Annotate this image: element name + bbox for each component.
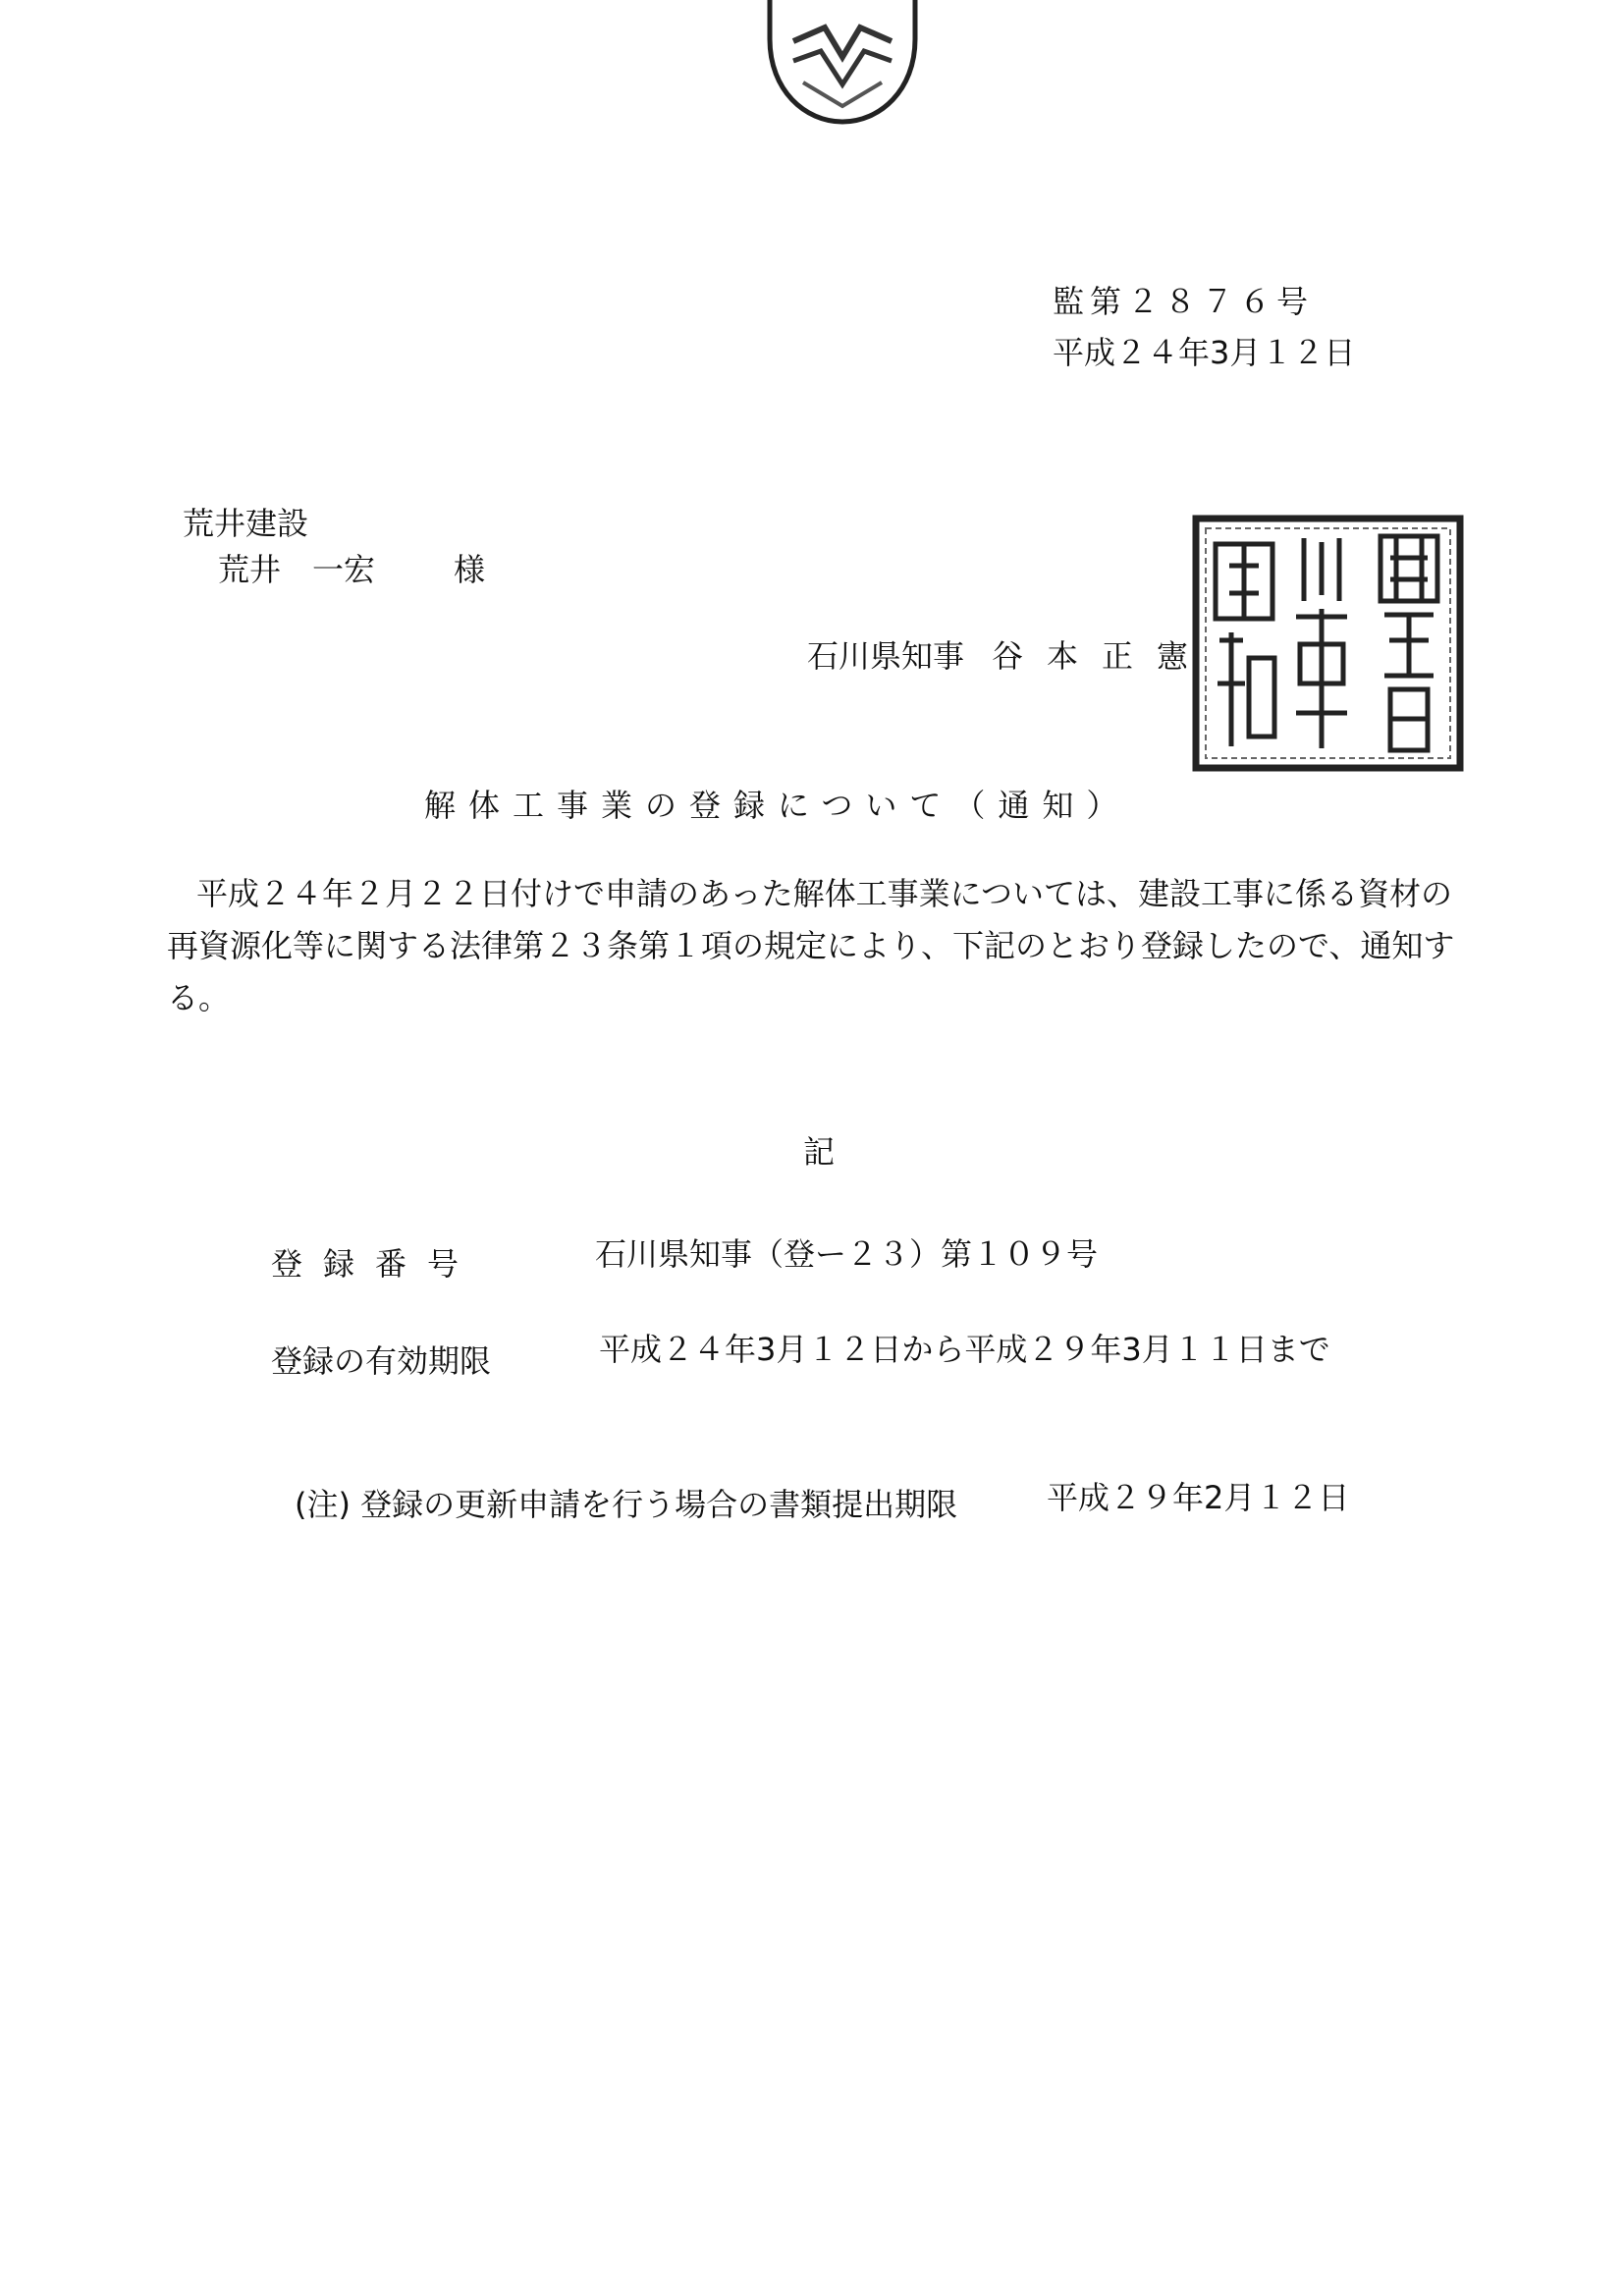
sender-name: 谷本正憲 [992, 637, 1213, 675]
sender-title: 石川県知事 [807, 637, 965, 675]
official-seal [1188, 511, 1468, 776]
addressee-person: 荒井 一宏 [218, 551, 376, 588]
renewal-note-deadline: 平成２９年2月１２日 [1047, 1479, 1350, 1516]
document-date: 平成２４年3月１２日 [1053, 334, 1356, 371]
registration-number-value: 石川県知事（登ー２３）第１０９号 [595, 1235, 1099, 1273]
renewal-note-label: (注) 登録の更新申請を行う場合の書類提出期限 [295, 1486, 958, 1523]
ki-heading: 記 [803, 1133, 836, 1171]
registration-number-label: 登録番号 [271, 1245, 480, 1283]
addressee-company: 荒井建設 [183, 505, 309, 542]
subject-title: 解体工事業の登録について（通知） [424, 787, 1131, 824]
addressee-honorific: 様 [454, 551, 486, 588]
validity-value: 平成２４年3月１２日から平成２９年3月１１日まで [599, 1331, 1330, 1368]
validity-label: 登録の有効期限 [271, 1342, 492, 1380]
prefecture-emblem [764, 0, 921, 128]
document-number: 監第２８７６号 [1053, 283, 1315, 320]
body-paragraph: 平成２４年２月２２日付けで申請のあった解体工事業については、建設工事に係る資材の再資源化等に関する法律第２３条第１項の規定により、下記のとおり登録したので、通知する。 [167, 875, 1455, 1016]
